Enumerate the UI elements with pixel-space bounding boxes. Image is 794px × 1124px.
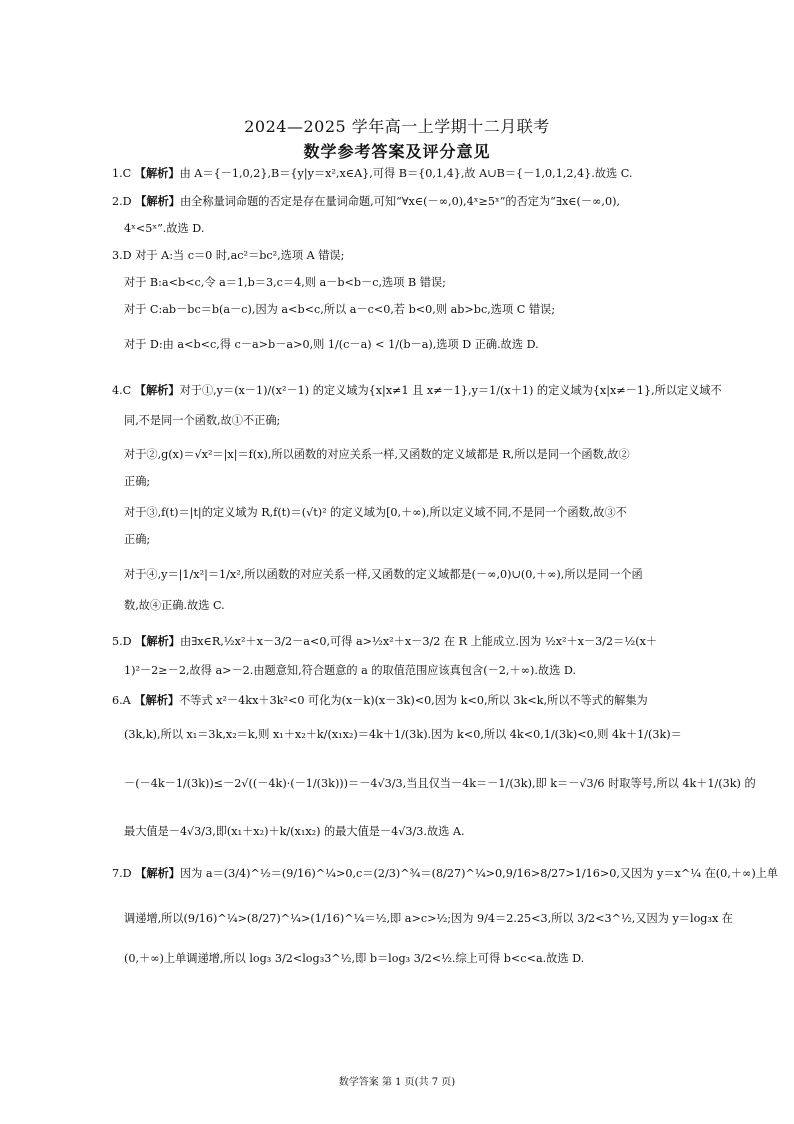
line-text: 对于①,y＝(x－1)/(x²－1) 的定义域为{x|x≠1 且 x≠－1},y＝1/(x＋1) 的定义域为{x|x≠－1},所以定义域不	[179, 384, 722, 397]
line-text: 对于 B:a<b<c,令 a＝1,b＝3,c＝4,则 a－b<b－c,选项 B 错误;	[124, 276, 446, 289]
line-text: (3k,k),所以 x₁＝3k,x₂＝k,则 x₁＋x₂＋k/(x₁x₂)＝4k＋1/(3k).因为 k<0,所以 4k<0,1/(3k)<0,则 4k＋1/(3k)＝	[124, 728, 682, 741]
analysis-tag: 【解析】	[135, 867, 180, 880]
solution-line-q6-l1	[112, 693, 692, 709]
question-number: 3.D	[112, 249, 136, 262]
line-text: －(－4k－1/(3k))≤－2√((－4k)·(－1/(3k)))＝－4√3/3,当且仅当－4k＝－1/(3k),即 k＝－√3/6 时取等号,所以 4k＋1/(3k) 的	[124, 777, 756, 790]
line-text: 正确;	[124, 475, 151, 488]
solution-line-q4-l2	[124, 413, 692, 429]
line-text: 由∃x∈R,½x²＋x－3/2－a<0,可得 a>½x²＋x－3/2 在 R 上能成立.因为 ½x²＋x－3/2＝½(x＋	[179, 635, 658, 648]
line-text: 数,故④正确.故选 C.	[124, 599, 225, 612]
solution-line-q4-l3	[124, 447, 692, 463]
solution-line-q5-l1	[112, 634, 692, 650]
solution-line-q2-l1	[112, 194, 692, 210]
line-text: 同,不是同一个函数,故①不正确;	[124, 414, 281, 427]
solution-line-q3-l1	[112, 248, 692, 264]
solution-line-q4-l6	[124, 532, 692, 548]
line-text: 正确;	[124, 533, 151, 546]
analysis-tag: 【解析】	[135, 635, 180, 648]
analysis-tag: 【解析】	[134, 694, 180, 707]
line-text: 对于 A:当 c＝0 时,ac²＝bc²,选项 A 错误;	[135, 249, 345, 262]
solution-line-q4-l1	[112, 383, 722, 399]
solution-line-q1-l1	[112, 166, 692, 182]
solution-line-q6-l2	[124, 727, 692, 743]
line-text: 由全称量词命题的否定是存在量词命题,可知“∀x∈(－∞,0),4ˣ≥5ˣ”的否定为“∃x∈(－∞,0),	[179, 195, 621, 208]
line-text: 对于 C:ab－bc＝b(a－c),因为 a<b<c,所以 a－c<0,若 b<0,则 ab>bc,选项 C 错误;	[124, 303, 555, 316]
question-number: 6.A	[112, 694, 135, 707]
solution-line-q2-l2	[124, 221, 692, 237]
line-text: 调递增,所以(9/16)^¼>(8/27)^¼>(1/16)^¼＝½,即 a>c>½;因为 9/4＝2.25<3,所以 3/2<3^½,又因为 y＝log₃x 在	[124, 912, 733, 925]
solution-line-q4-l5	[124, 505, 692, 521]
solution-line-q7-l2	[124, 911, 733, 927]
solution-line-q3-l4	[124, 337, 692, 353]
solution-line-q6-l3	[124, 776, 756, 792]
question-number: 2.D	[112, 195, 136, 208]
line-text: 对于 D:由 a<b<c,得 c－a>b－a>0,则 1/(c－a) < 1/(b－a),选项 D 正确.故选 D.	[124, 338, 539, 351]
line-text: 4ˣ<5ˣ”.故选 D.	[124, 222, 205, 235]
line-text: 最大值是－4√3/3,即(x₁＋x₂)＋k/(x₁x₂) 的最大值是－4√3/3.故选 A.	[124, 825, 465, 838]
solution-line-q7-l3	[124, 951, 692, 967]
question-number: 1.C	[112, 167, 135, 180]
solution-line-q3-l2	[124, 275, 692, 291]
solution-line-q5-l2	[124, 663, 692, 679]
question-number: 4.C	[112, 384, 135, 397]
solution-line-q4-l8	[124, 598, 692, 614]
solution-line-q3-l3	[124, 302, 692, 318]
analysis-tag: 【解析】	[134, 167, 180, 180]
analysis-tag: 【解析】	[134, 384, 180, 397]
line-text: (0,＋∞)上单调递增,所以 log₃ 3/2<log₃3^½,即 b＝log₃ 3/2<½.综上可得 b<c<a.故选 D.	[124, 952, 585, 965]
line-text: 1)²－2≥－2,故得 a>－2.由题意知,符合题意的 a 的取值范围应该真包含(－2,＋∞).故选 D.	[124, 664, 576, 677]
line-text: 对于②,g(x)＝√x²＝|x|＝f(x),所以函数的对应关系一样,又函数的定义域都是 R,所以是同一个函数,故②	[124, 448, 630, 461]
page-footer: 数学答案 第 1 页(共 7 页)	[338, 1077, 456, 1088]
line-text: 对于④,y＝|1/x²|＝1/x²,所以函数的对应关系一样,又函数的定义域都是(－∞,0)∪(0,＋∞),所以是同一个函	[124, 568, 643, 581]
line-text: 由 A＝{－1,0,2},B＝{y|y＝x²,x∈A},可得 B＝{0,1,4},故 A∪B＝{－1,0,1,2,4}.故选 C.	[179, 167, 633, 180]
analysis-tag: 【解析】	[135, 195, 180, 208]
answer-subtitle: 数学参考答案及评分意见	[303, 142, 491, 161]
line-text: 对于③,f(t)＝|t|的定义域为 R,f(t)＝(√t)² 的定义域为[0,＋∞),所以定义域不同,不是同一个函数,故③不	[124, 506, 627, 519]
question-number: 5.D	[112, 635, 136, 648]
solution-line-q7-l1	[112, 866, 779, 882]
line-text: 不等式 x²－4kx＋3k²<0 可化为(x－k)(x－3k)<0,因为 k<0,所以 3k<k,所以不等式的解集为	[179, 694, 648, 707]
line-text: 因为 a＝(3/4)^½＝(9/16)^¼>0,c＝(2/3)^¾＝(8/27)^¼>0,9/16>8/27>1/16>0,又因为 y＝x^¼ 在(0,＋∞)上单	[179, 867, 779, 880]
solution-line-q6-l4	[124, 824, 692, 840]
question-number: 7.D	[112, 867, 136, 880]
solution-line-q4-l4	[124, 474, 692, 490]
solution-line-q4-l7	[124, 567, 692, 583]
exam-title: 2024—2025 学年高一上学期十二月联考	[244, 117, 550, 136]
